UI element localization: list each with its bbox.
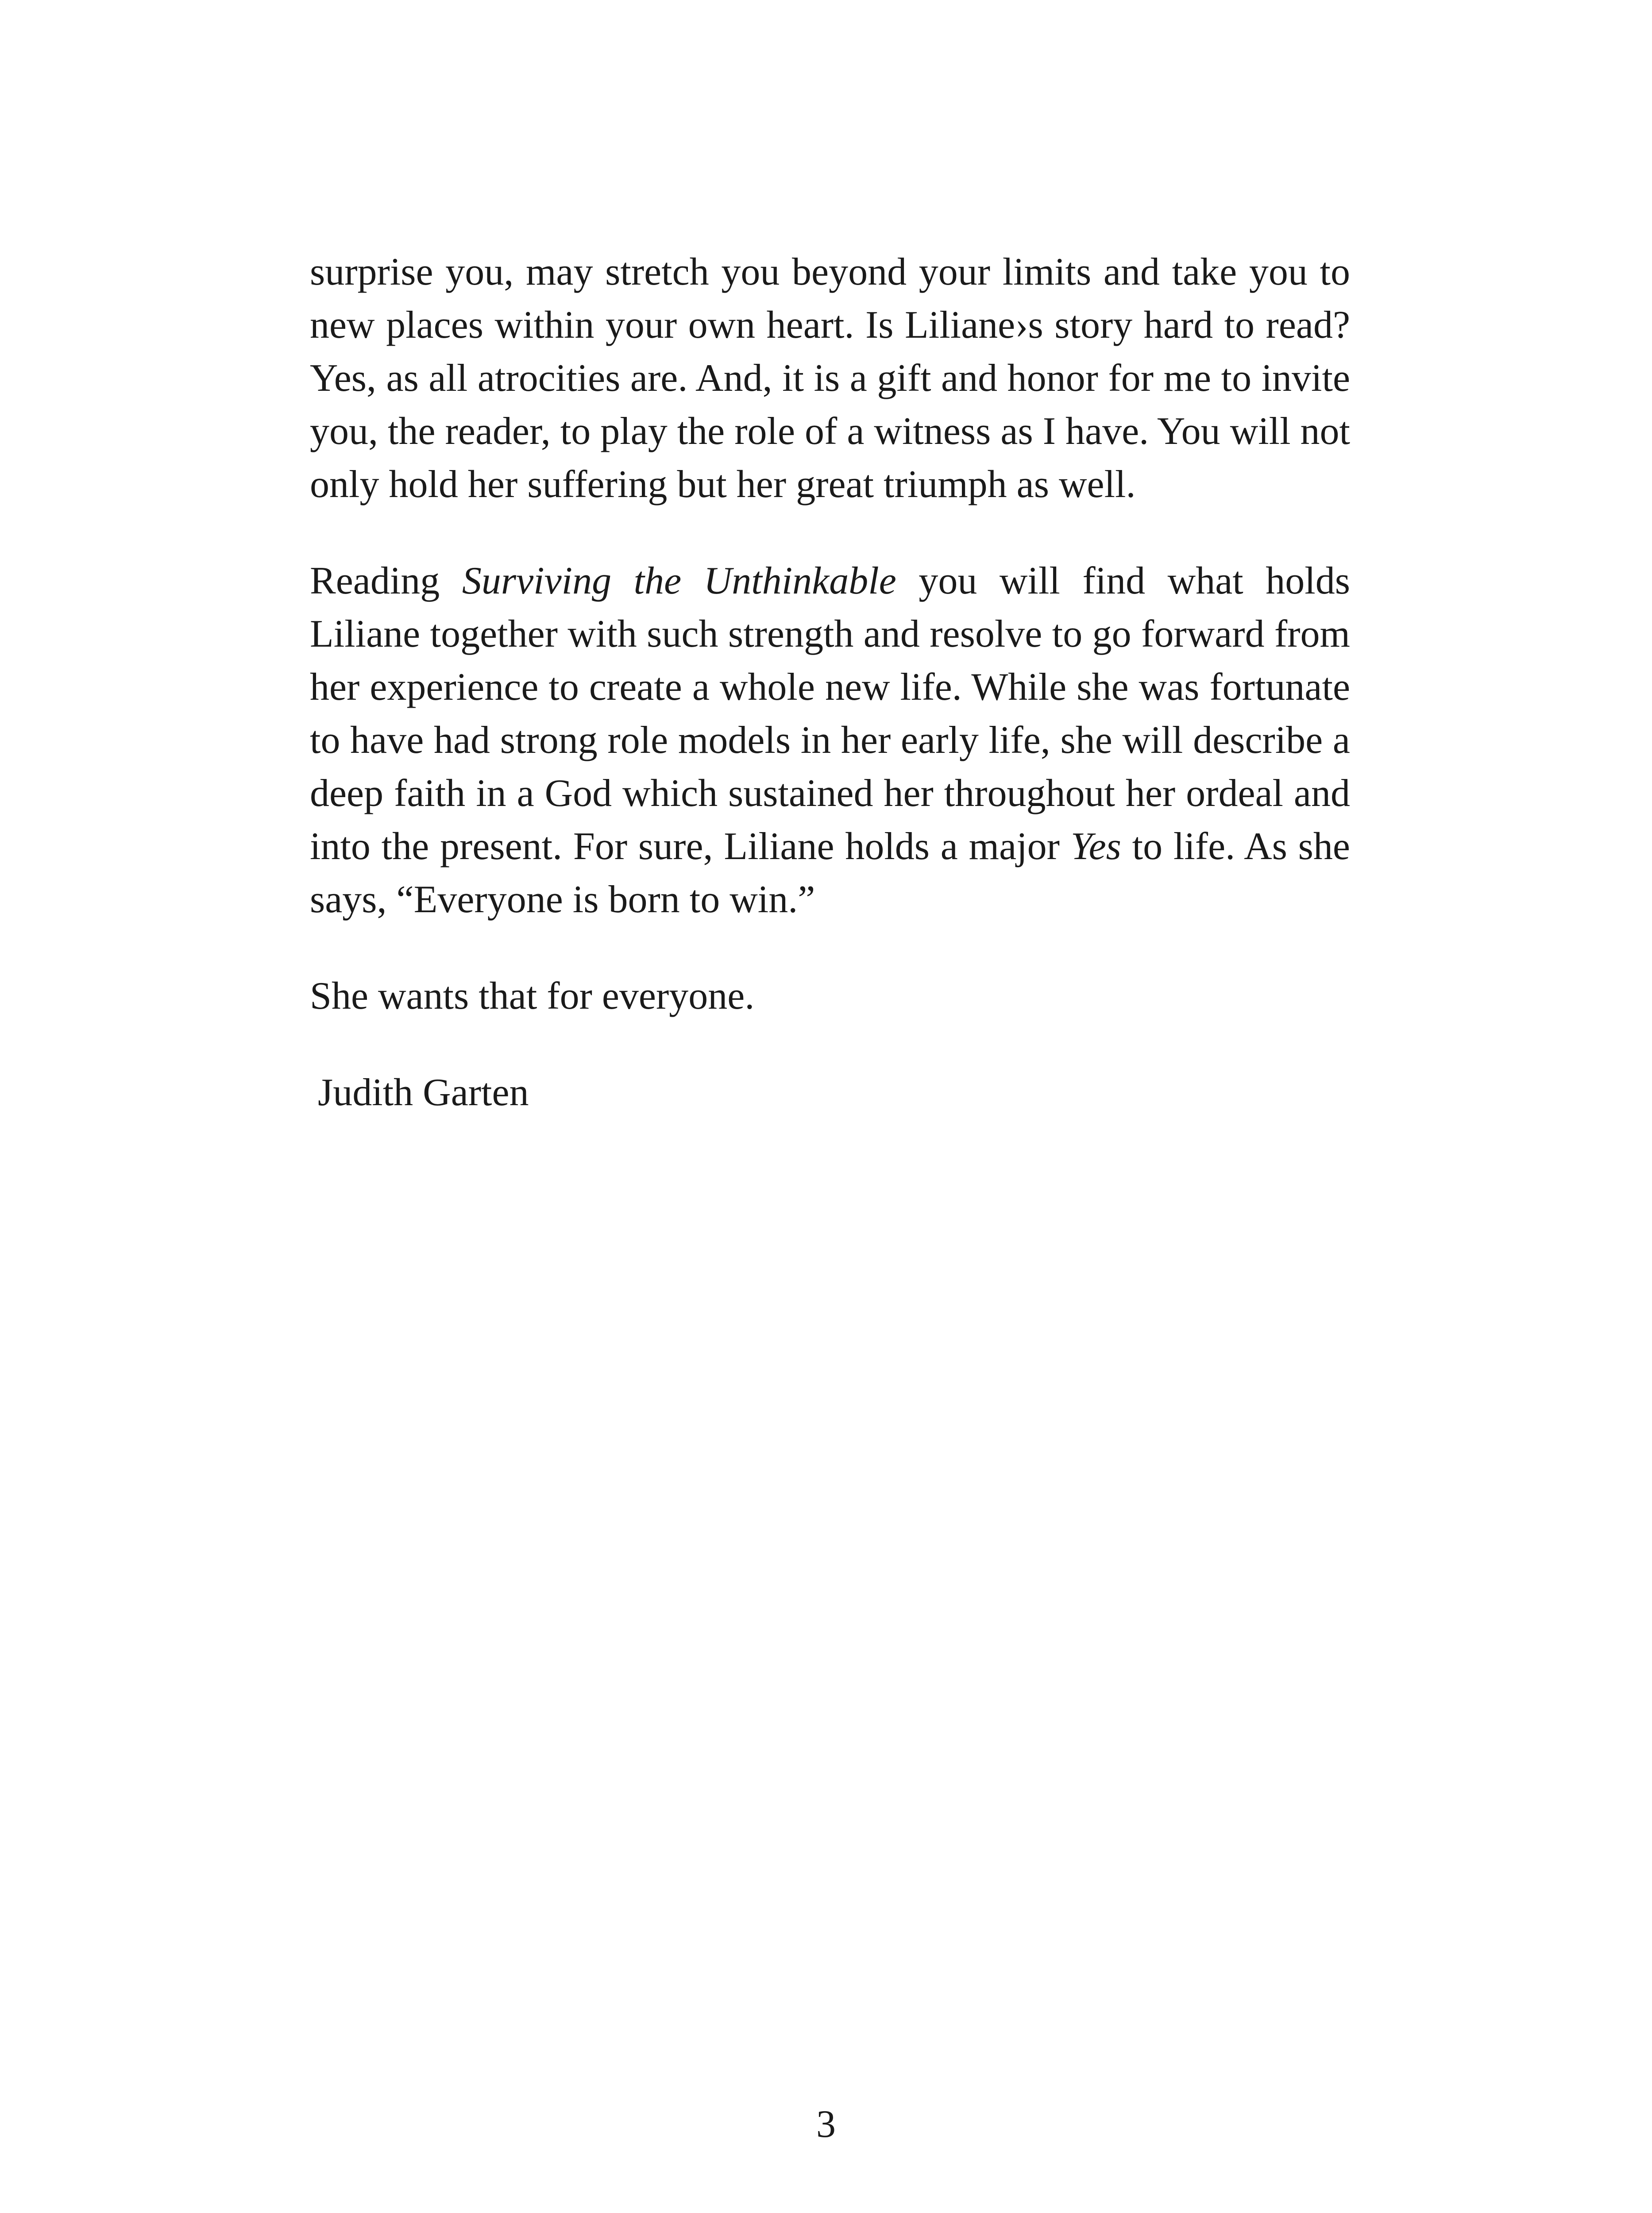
text-line — [310, 820, 1350, 873]
text-fragment: you will find what holds — [896, 559, 1350, 602]
text-fragment: to life. As she — [1121, 825, 1350, 868]
paragraph-2 — [310, 555, 1350, 926]
text-line: you, the reader, to play the role of a witness as I have. You will not — [310, 410, 1350, 453]
author-signature: Judith Garten — [318, 1071, 529, 1114]
page-number: 3 — [816, 2103, 836, 2146]
text-line: surprise you, may stretch you beyond your limits and take you to — [310, 251, 1350, 293]
text-line: new places within your own heart. Is Liliane›s story hard to read? — [310, 304, 1350, 347]
text-line: deep faith in a God which sustained her throughout her ordeal and — [310, 772, 1350, 815]
text-line — [310, 555, 1350, 608]
emphasis-word: Yes — [1070, 825, 1121, 868]
text-fragment: into the present. For sure, Liliane holds a major — [310, 825, 1071, 868]
body-text — [310, 246, 1350, 1119]
text-fragment: Reading — [310, 559, 462, 602]
text-line: her experience to create a whole new life. While she was fortunate — [310, 666, 1350, 709]
text-line: says, “Everyone is born to win.” — [310, 878, 815, 921]
text-line: only hold her suffering but her great triumph as well. — [310, 463, 1136, 506]
paragraph-1 — [310, 246, 1350, 511]
text-line: Liliane together with such strength and resolve to go forward from — [310, 613, 1350, 655]
book-title: Surviving the Unthinkable — [462, 559, 896, 602]
paragraph-3: She wants that for everyone. — [310, 975, 755, 1018]
text-line: Yes, as all atrocities are. And, it is a gift and honor for me to invite — [310, 357, 1350, 400]
text-line: to have had strong role models in her early life, she will describe a — [310, 719, 1350, 762]
